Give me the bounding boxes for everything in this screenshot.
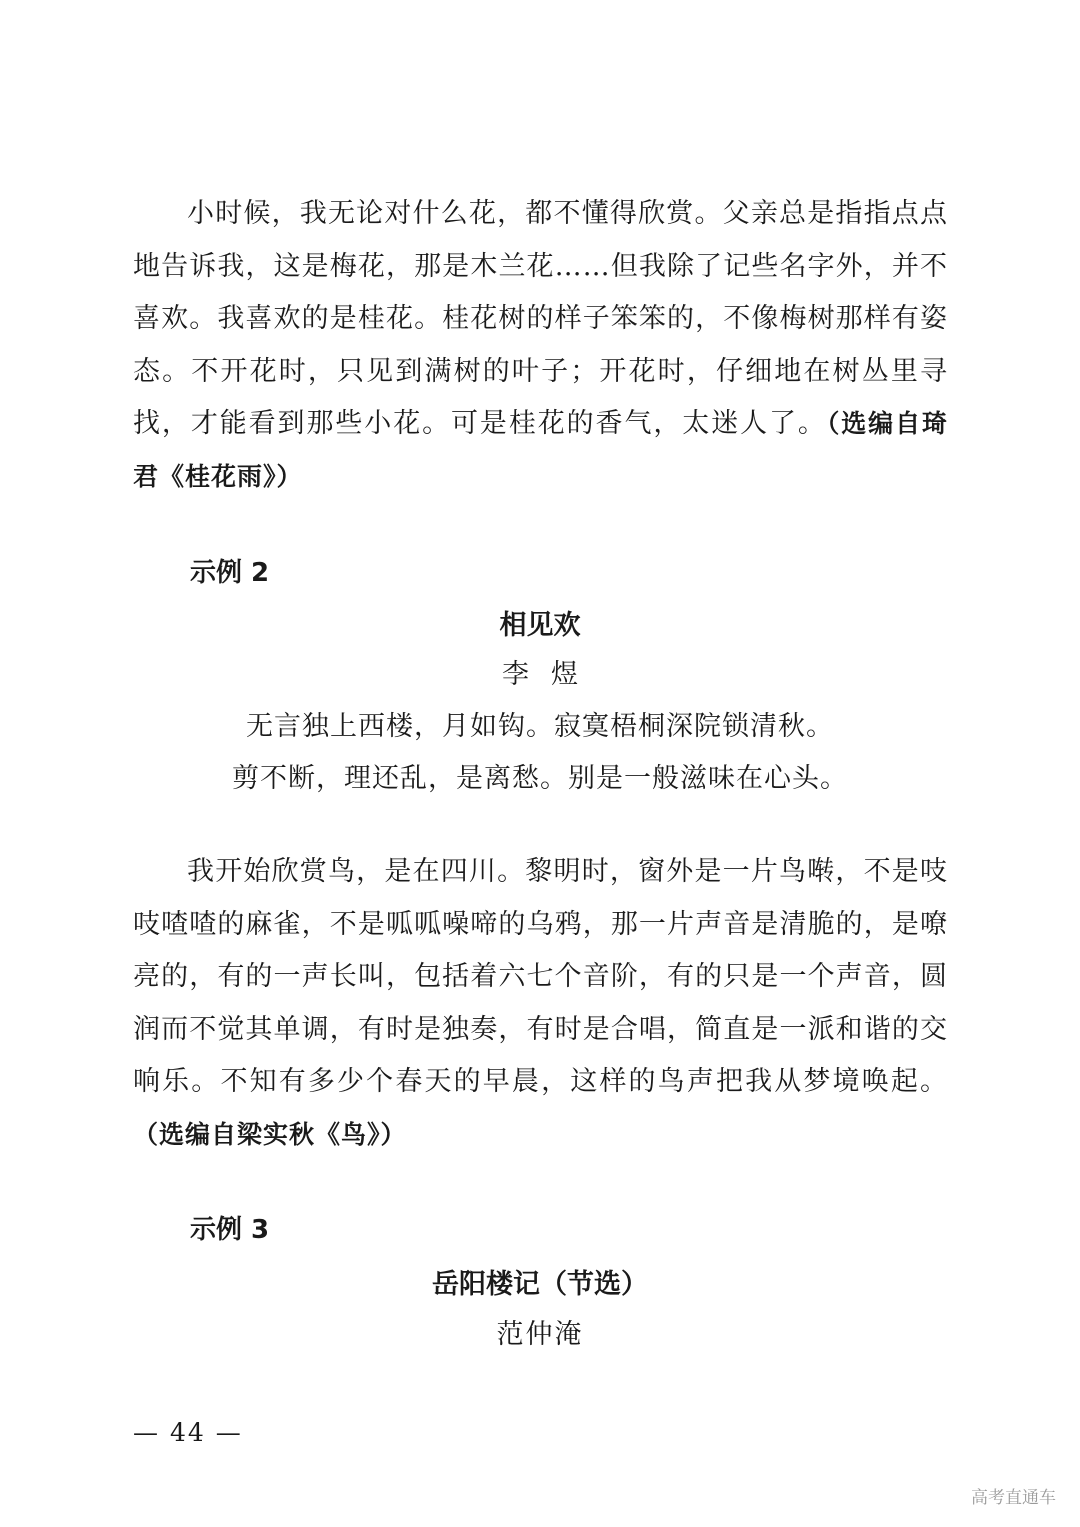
article-author: 范仲淹 (496, 1319, 584, 1350)
passage-source: （选编自梁实秋《鸟》） (133, 1119, 407, 1149)
passage-osmanthus (133, 188, 948, 503)
poem-line: 剪不断，理还乱，是离愁。别是一般滋味在心头。 (232, 763, 848, 794)
page-number: — 44 — (133, 1418, 243, 1447)
passage-text: 我开始欣赏鸟，是在四川。黎明时，窗外是一片鸟啭，不是吱吱喳喳的麻雀，不是呱呱噪啼的乌鸦，那一片声音是清脆的，是嘹亮的，有的一声长叫，包括着六七个音阶，有的只是一个声音，圆润而不觉其单调，有时是独奏，有时是合唱，简直是一派和谐的交响乐。不知有多少个春天的早晨，这样的鸟声把我从梦境唤起。 (133, 856, 948, 1097)
passage-bird (133, 846, 948, 1161)
watermark: 高考直通车 (971, 1488, 1056, 1508)
passage-source: （选编自琦君《桂花雨》） (133, 409, 948, 491)
passage-text: 小时候，我无论对什么花，都不懂得欣赏。父亲总是指指点点地告诉我，这是梅花，那是木兰花……但我除了记些名字外，并不喜欢。我喜欢的是桂花。桂花树的样子笨笨的，不像梅树那样有姿态。不开花时，只见到满树的叶子；开花时，仔细地在树丛里寻找，才能看到那些小花。可是桂花的香气，太迷人了。 (133, 198, 948, 439)
example-label: 示例 2 (190, 558, 270, 588)
poem-line: 无言独上西楼，月如钩。寂寞梧桐深院锁清秋。 (246, 711, 834, 742)
article-title: 岳阳楼记（节选） (432, 1269, 648, 1300)
poem-title: 相见欢 (499, 610, 581, 641)
poem-author: 李煜 (502, 659, 600, 690)
example-label: 示例 3 (190, 1215, 270, 1245)
